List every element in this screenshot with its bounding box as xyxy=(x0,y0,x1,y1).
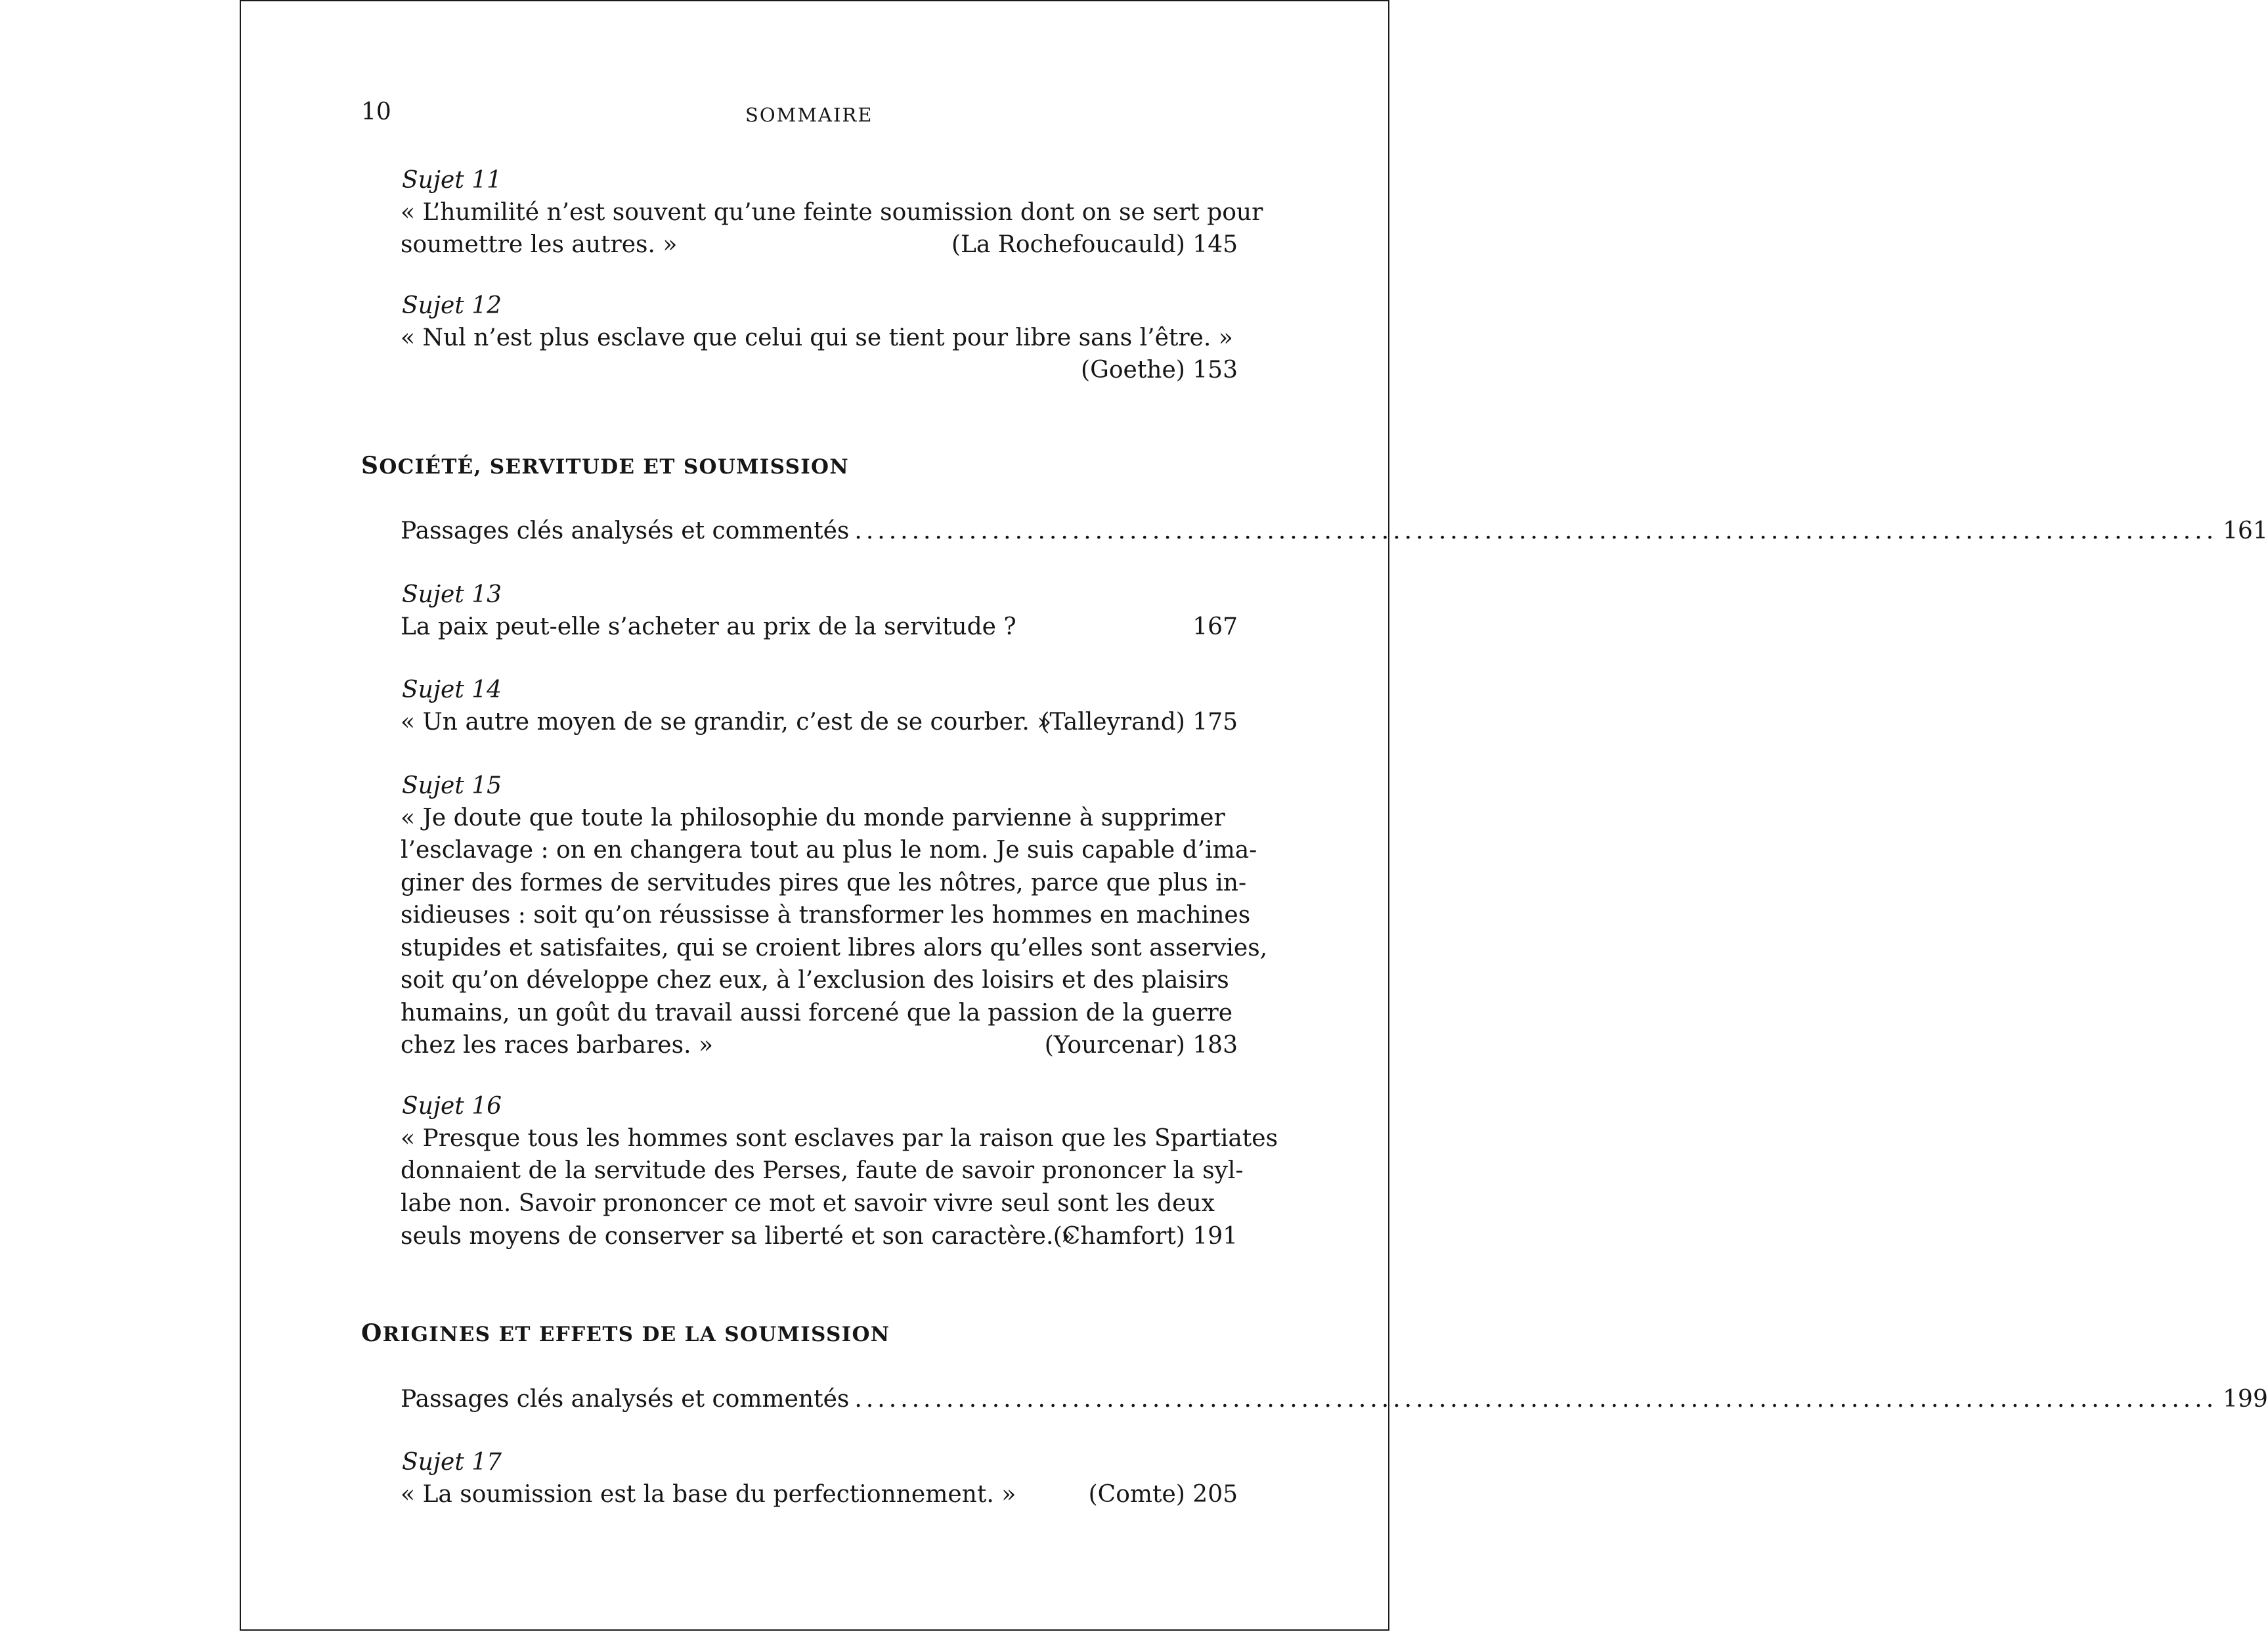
sujet-14-ref: (Talleyrand) 175 xyxy=(1040,709,1238,736)
sujet-16-label: Sujet 16 xyxy=(402,1093,502,1120)
sujet-17-ref: (Comte) 205 xyxy=(1088,1481,1238,1508)
passages-label: Passages clés analysés et commentés xyxy=(401,518,850,544)
sujet-15-line-3: giner des formes de servitudes pires que les nôtres, parce que plus in- xyxy=(401,870,1247,896)
sujet-17-label: Sujet 17 xyxy=(402,1449,502,1476)
sujet-15-line-5: stupides et satisfaites, qui se croient libres alors qu’elles sont asservies, xyxy=(401,935,1268,961)
sujet-16-line-2: donnaient de la servitude des Perses, faute de savoir prononcer la syl- xyxy=(401,1157,1244,1184)
sujet-15-label: Sujet 15 xyxy=(402,772,502,799)
sujet-11-line-1: « L’humilité n’est souvent qu’une feinte soumission dont on se sert pour xyxy=(401,199,1263,226)
sujet-16-line-1: « Presque tous les hommes sont esclaves par la raison que les Spartiates xyxy=(401,1125,1278,1152)
sujet-17-line-1: « La soumission est la base du perfectionnement. » xyxy=(401,1481,1016,1508)
sujet-14-label: Sujet 14 xyxy=(402,676,502,703)
section-title-societe: SOCIÉTÉ, SERVITUDE ET SOUMISSION xyxy=(361,452,849,479)
passages-page: 161 xyxy=(2223,518,2268,544)
sujet-11-ref: (La Rochefoucauld) 145 xyxy=(951,231,1238,258)
sujet-11-line-2: soumettre les autres. » xyxy=(401,231,678,258)
sujet-13-line-1: La paix peut-elle s’acheter au prix de la servitude ? xyxy=(401,613,1016,640)
sujet-15-ref: (Yourcenar) 183 xyxy=(1044,1032,1238,1059)
running-head: SOMMAIRE xyxy=(745,104,873,126)
leader-dots: ....................................................................................................................... xyxy=(854,1386,2218,1413)
passages-row-2 xyxy=(401,1386,2268,1413)
passages-row-1 xyxy=(401,518,2268,544)
sujet-12-ref: (Goethe) 153 xyxy=(1081,357,1238,384)
sujet-13-label: Sujet 13 xyxy=(402,581,502,608)
sujet-14-line-1: « Un autre moyen de se grandir, c’est de se courber. » xyxy=(401,709,1052,736)
sujet-12-line-1: « Nul n’est plus esclave que celui qui se tient pour libre sans l’être. » xyxy=(401,324,1233,351)
passages-page: 199 xyxy=(2223,1386,2268,1413)
leader-dots: ....................................................................................................................... xyxy=(854,518,2218,544)
sujet-15-line-8: chez les races barbares. » xyxy=(401,1032,713,1059)
passages-label: Passages clés analysés et commentés xyxy=(401,1386,850,1413)
sujet-16-line-3: labe non. Savoir prononcer ce mot et savoir vivre seul sont les deux xyxy=(401,1190,1215,1217)
sujet-16-line-4: seuls moyens de conserver sa liberté et son caractère. » xyxy=(401,1223,1076,1250)
sujet-15-line-4: sidieuses : soit qu’on réussisse à transformer les hommes en machines xyxy=(401,902,1251,929)
sujet-15-line-1: « Je doute que toute la philosophie du monde parvienne à supprimer xyxy=(401,805,1225,831)
sujet-15-line-7: humains, un goût du travail aussi forcené que la passion de la guerre xyxy=(401,1000,1233,1026)
page-number: 10 xyxy=(361,99,391,125)
sujet-15-line-6: soit qu’on développe chez eux, à l’exclusion des loisirs et des plaisirs xyxy=(401,967,1229,994)
sujet-11-label: Sujet 11 xyxy=(402,167,502,194)
section-title-origines: ORIGINES ET EFFETS DE LA SOUMISSION xyxy=(361,1319,890,1347)
sujet-13-ref: 167 xyxy=(1192,613,1238,640)
sujet-12-label: Sujet 12 xyxy=(402,292,502,319)
sujet-16-ref: (Chamfort) 191 xyxy=(1053,1223,1238,1250)
sujet-15-line-2: l’esclavage : on en changera tout au plus le nom. Je suis capable d’ima- xyxy=(401,837,1257,864)
